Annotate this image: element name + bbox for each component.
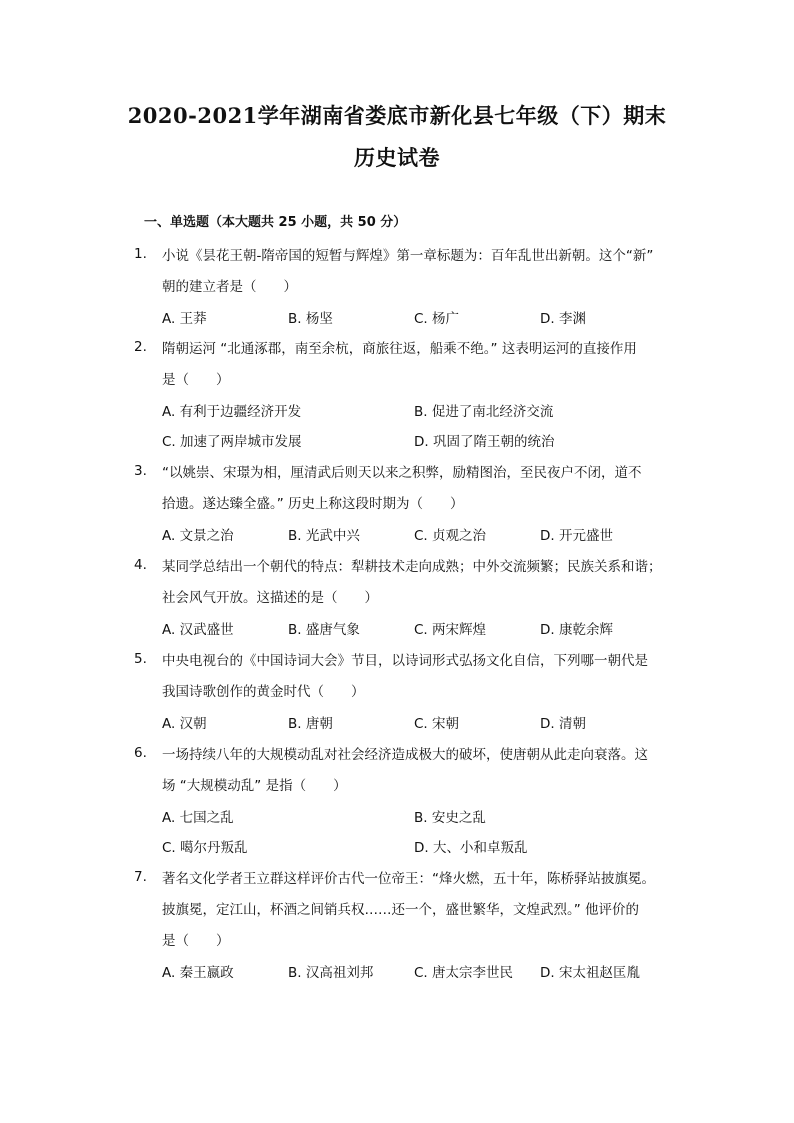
question-text: 某同学总结出一个朝代的特点：犁耕技术走向成熟；中外交流频繁；民族关系和谐； (162, 559, 662, 575)
question-text: 朝的建立者是（ ） (162, 279, 297, 295)
option-c: C. 杨广 (414, 311, 460, 327)
question-text: 小说《昙花王朝-隋帝国的短暂与辉煌》第一章标题为：百年乱世出新朝。这个“新” (162, 248, 654, 264)
question-text: 是（ ） (162, 933, 230, 949)
option-c: C. 两宋辉煌 (414, 622, 487, 638)
option-b: B. 杨坚 (288, 311, 333, 327)
question-number: 5. (134, 651, 147, 667)
option-c: C. 宋朝 (414, 716, 460, 732)
option-b: B. 唐朝 (288, 716, 333, 732)
option-d: D. 康乾余辉 (540, 622, 613, 638)
option-d: D. 大、小和卓叛乱 (414, 840, 528, 856)
option-b: B. 盛唐气象 (288, 622, 360, 638)
option-b: B. 汉高祖刘邦 (288, 965, 374, 981)
option-a: A. 汉武盛世 (162, 622, 234, 638)
question-text: 我国诗歌创作的黄金时代（ ） (162, 684, 365, 700)
option-c: C. 唐太宗李世民 (414, 965, 514, 981)
question-text: 场 “大规模动乱” 是指（ ） (162, 778, 347, 794)
option-d: D. 宋太祖赵匡胤 (540, 965, 640, 981)
option-a: A. 秦王嬴政 (162, 965, 234, 981)
option-a: A. 七国之乱 (162, 810, 234, 826)
exam-title-line1: 2020-2021学年湖南省娄底市新化县七年级（下）期末 (127, 103, 667, 128)
option-a: A. 文景之治 (162, 528, 234, 544)
question-text: 拾遗。遂达臻全盛。” 历史上称这段时期为（ ） (162, 496, 464, 512)
question-number: 2. (134, 339, 147, 355)
option-c: C. 贞观之治 (414, 528, 487, 544)
question-number: 3. (134, 463, 147, 479)
question-number: 1. (134, 246, 147, 262)
option-c: C. 加速了两岸城市发展 (162, 434, 302, 450)
question-text: 是（ ） (162, 372, 230, 388)
question-number: 7. (134, 869, 147, 885)
question-number: 6. (134, 745, 147, 761)
question-text: “以姚崇、宋璟为相，厘清武后则天以来之积弊，励精图治，至民夜户不闭，道不 (162, 465, 642, 481)
option-a: A. 王莽 (162, 311, 207, 327)
option-b: B. 促进了南北经济交流 (414, 404, 554, 420)
question-text: 一场持续八年的大规模动乱对社会经济造成极大的破坏，使唐朝从此走向衰落。这 (162, 747, 648, 763)
option-c: C. 噶尔丹叛乱 (162, 840, 248, 856)
option-b: B. 安史之乱 (414, 810, 486, 826)
question-text: 著名文化学者王立群这样评价古代一位帝王：“烽火燃，五十年，陈桥驿站披旗冕。 (162, 871, 655, 887)
option-d: D. 清朝 (540, 716, 586, 732)
exam-title-line2: 历史试卷 (354, 145, 440, 170)
option-d: D. 开元盛世 (540, 528, 613, 544)
question-number: 4. (134, 557, 147, 573)
option-b: B. 光武中兴 (288, 528, 360, 544)
question-text: 披旗冕，定江山，杯酒之间销兵权……还一个，盛世繁华，文煌武烈。” 他评价的 (162, 902, 640, 918)
section-heading: 一、单选题（本大题共 25 小题，共 50 分） (144, 215, 407, 230)
option-d: D. 巩固了隋王朝的统治 (414, 434, 555, 450)
question-text: 中央电视台的《中国诗词大会》节目，以诗词形式弘扬文化自信，下列哪一朝代是 (162, 653, 648, 669)
option-d: D. 李渊 (540, 311, 586, 327)
question-text: 社会风气开放。这描述的是（ ） (162, 590, 378, 606)
option-a: A. 汉朝 (162, 716, 207, 732)
option-a: A. 有利于边疆经济开发 (162, 404, 302, 420)
question-text: 隋朝运河 “北通涿郡，南至余杭，商旅往返，船乘不绝。” 这表明运河的直接作用 (162, 341, 637, 357)
